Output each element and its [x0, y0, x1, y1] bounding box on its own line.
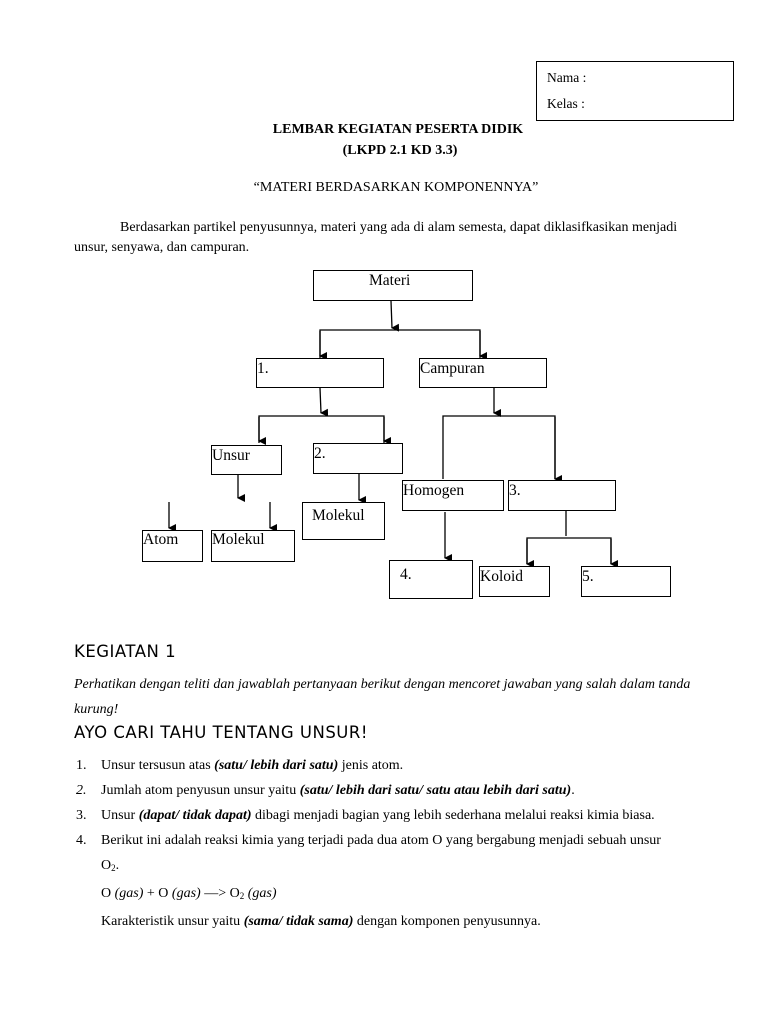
- answer-choice[interactable]: (satu/ lebih dari satu): [214, 758, 339, 773]
- activity-instruction: Perhatikan dengan teliti dan jawablah pertanyaan berikut dengan mencoret jawaban yang salah dalam tanda kurung!: [74, 677, 691, 717]
- topic-title: “MATERI BERDASARKAN KOMPONENNYA”: [253, 180, 539, 195]
- node-blank-4: [389, 560, 473, 599]
- question-number: 2.: [76, 783, 87, 798]
- question-number: 1.: [76, 758, 87, 773]
- node-materi-label: Materi: [369, 272, 411, 289]
- nama-label: Nama :: [547, 70, 587, 85]
- eq-o1: O: [101, 886, 115, 901]
- node-blank-2-label: 2.: [314, 445, 326, 462]
- node-campuran-label: Campuran: [420, 360, 485, 377]
- eq-plus: + O: [143, 886, 172, 901]
- node-molekul-unsur-label: Molekul: [212, 531, 265, 548]
- question-item: [74, 828, 744, 934]
- node-unsur-label: Unsur: [212, 447, 250, 464]
- question-number: 3.: [76, 808, 87, 823]
- o2-period: .: [115, 858, 120, 873]
- node-molekul-unsur: [211, 530, 295, 562]
- node-koloid: [479, 566, 550, 597]
- page-subtitle-code: (LKPD 2.1 KD 3.3): [342, 143, 458, 158]
- char-text: Karakteristik unsur yaitu: [101, 914, 244, 929]
- answer-choice[interactable]: (dapat/ tidak dapat): [138, 808, 252, 823]
- node-koloid-label: Koloid: [480, 568, 524, 585]
- question-text-end: jenis atom.: [338, 758, 404, 773]
- question-text: Jumlah atom penyusun unsur yaitu: [101, 783, 300, 798]
- node-atom-label: Atom: [143, 531, 179, 548]
- node-blank-3-label: 3.: [509, 482, 521, 499]
- o2-line: [101, 853, 744, 881]
- section-subheading: AYO CARI TAHU TENTANG UNSUR!: [74, 723, 368, 742]
- question-item: [74, 778, 744, 803]
- node-campuran: [419, 358, 547, 388]
- node-blank-1: [256, 358, 384, 388]
- question-text: Unsur: [101, 808, 139, 823]
- question-text-end: .: [571, 783, 575, 798]
- node-molekul-senyawa-label: Molekul: [312, 507, 365, 524]
- page-title: LEMBAR KEGIATAN PESERTA DIDIK: [272, 122, 524, 137]
- char-text-end: dengan komponen penyusunnya.: [353, 914, 541, 929]
- node-unsur: [211, 445, 282, 475]
- node-blank-4-label: 4.: [400, 566, 412, 583]
- eq-subscript: 2: [239, 891, 245, 901]
- o2-subscript: 2: [111, 863, 116, 873]
- node-homogen-label: Homogen: [403, 482, 465, 499]
- node-blank-3: [508, 480, 616, 511]
- question-text-end: dibagi menjadi bagian yang lebih sederhana melalui reaksi kimia biasa.: [251, 808, 655, 823]
- node-materi: [313, 270, 473, 301]
- question-list: [74, 753, 744, 934]
- question-item: [74, 753, 744, 778]
- node-blank-2: [313, 443, 403, 474]
- characteristic-line: [101, 909, 744, 934]
- answer-choice[interactable]: (sama/ tidak sama): [243, 914, 354, 929]
- node-blank-5-label: 5.: [582, 568, 594, 585]
- activity-heading: KEGIATAN 1: [74, 642, 177, 661]
- reaction-equation: [101, 881, 744, 909]
- eq-gas3: (gas): [244, 886, 277, 901]
- node-homogen: [402, 480, 504, 511]
- o2-symbol: O: [101, 858, 112, 873]
- node-blank-5: [581, 566, 671, 597]
- question-item: [74, 803, 744, 828]
- answer-choice[interactable]: (satu/ lebih dari satu/ satu atau lebih dari satu): [299, 783, 572, 798]
- node-atom: [142, 530, 203, 562]
- eq-gas1: (gas): [114, 886, 144, 901]
- eq-arrow: —> O: [200, 886, 240, 901]
- question-text: Berikut ini adalah reaksi kimia yang terjadi pada dua atom O yang bergabung menjadi sebuah unsur: [101, 833, 661, 848]
- eq-gas2: (gas): [171, 886, 201, 901]
- question-text: Unsur tersusun atas: [101, 758, 215, 773]
- kelas-label: Kelas :: [547, 96, 585, 111]
- intro-paragraph: Berdasarkan partikel penyusunnya, materi yang ada di alam semesta, dapat diklasifkasikan menjadi unsur, senyawa, dan campuran.: [74, 220, 678, 255]
- node-blank-1-label: 1.: [257, 360, 269, 377]
- node-molekul-senyawa: [302, 502, 385, 540]
- question-number: 4.: [76, 833, 87, 848]
